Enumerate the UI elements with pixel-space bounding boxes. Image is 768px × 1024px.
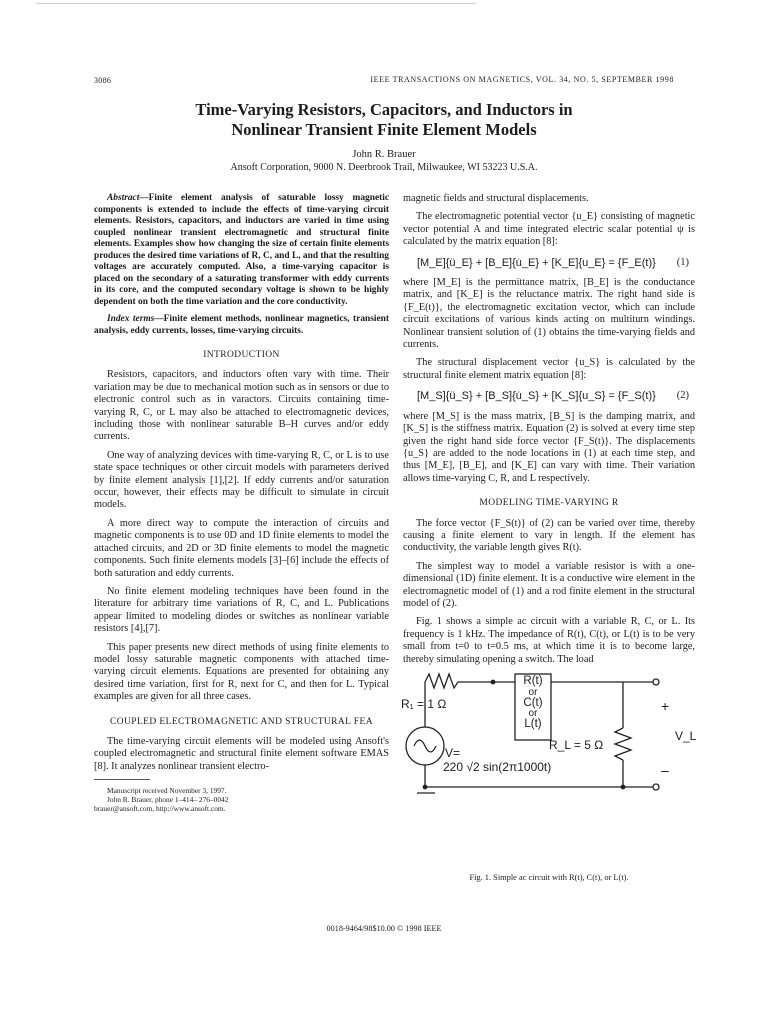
index-terms-text: —Finite element methods, nonlinear magnetics, transient analysis, eddy currents, losses, time-varying circuits. [94,314,389,336]
paragraph: The simplest way to model a variable resistor is with a one-dimensional (1D) finite element. It is a conductive wire element in the electromagnetic model of (1) and a rod finite element in the structural model of (2). [403,560,695,609]
source-expression: 220 √2 sin(2π1000t) [443,760,552,774]
figure-1-caption: Fig. 1. Simple ac circuit with R(t), C(t), or L(t). [469,873,629,882]
top-rule [36,3,476,4]
index-terms-label: Index terms [107,314,155,324]
terminal-top [653,679,659,685]
abstract-text: —Finite element analysis of saturable lossy magnetic components is extended to include the effects of time-varying circuit elements. Resistors, capacitors, and inductors are varied in time using coupled nonlinear transient electromagnetic and structural finite elements. Examples show how changing the size of certain finite elements produces the desired time variations of R, C, and L, and that the resulting voltages are accurately computed. Also, a time-varying capacitor is placed on the secondary of a saturating transformer with eddy currents in its core, and the computed secondary voltage is shown to be highly dependent on both the time variation and the core conductivity. [94,193,389,307]
footnote-contact: John R. Brauer, phone 1–414– 276–0042 [107,795,229,805]
paper-title [94,100,674,140]
left-column [94,193,389,813]
paragraph: The structural displacement vector {u_S} is calculated by the structural finite element matrix equation [8]: [403,357,695,381]
sine-wave-glyph [414,740,436,752]
section-heading-coupled-fea: COUPLED ELECTROMAGNETIC AND STRUCTURAL FEA [110,716,373,727]
r1-label: R₁ = 1 Ω [401,697,447,711]
or-label: or [528,708,538,719]
title-line-2: Nonlinear Transient Finite Element Models [231,120,537,139]
affiliation: Ansoft Corporation, 9000 N. Deerbrook Trail, Milwaukee, WI 53223 U.S.A. [230,162,538,173]
paragraph: A more direct way to compute the interaction of circuits and magnetic components is to use 0D and 1D finite elements to model the attached circuits, and 2D or 3D finite elements to model the magnetic components. Such finite elements models [3]–[6] include the effects of both saturation and eddy currents. [94,517,389,579]
equation-2-body: [M_S]{ü_S} + [B_S]{u̇_S} + [K_S]{u_S} = {F_S(t)} [417,390,656,403]
figure-1-circuit [403,672,695,796]
abstract-label: Abstract [107,193,140,203]
page-number: 3086 [94,76,112,85]
terminal-bottom [653,784,659,790]
paragraph: The time-varying circuit elements will be modeled using Ansoft's coupled electromagnetic and structural finite element software EMAS [8]. It analyzes nonlinear transient electro- [94,735,389,772]
variable-element-labels [515,675,551,731]
equation-1 [417,257,689,269]
vl-label: V_L [675,729,697,743]
or-label: or [528,686,538,698]
abstract [94,193,389,308]
equation-1-body: [M_E]{ü_E} + [B_E]{u̇_E} + [K_E]{u_E} = {F_E(t)} [417,256,656,269]
section-heading-modeling-r: MODELING TIME-VARYING R [479,498,619,509]
junction-dot [621,785,626,790]
element-c-label: C(t) [523,696,543,709]
resistor-r1-symbol [425,674,458,688]
section-heading-introduction: INTRODUCTION [203,350,280,360]
paragraph: magnetic fields and structural displacements. [403,193,589,204]
title-line-1: Time-Varying Resistors, Capacitors, and Inductors in [195,100,573,119]
copyright-footer: 0018-9464/98$10.00 © 1998 IEEE [326,924,442,933]
footnote-email: brauer@ansoft.com, http://www.ansoft.com. [94,804,226,814]
journal-header: IEEE TRANSACTIONS ON MAGNETICS, VOL. 34, NO. 5, SEPTEMBER 1998 [370,75,674,84]
equation-1-number: (1) [676,256,689,268]
source-label: V= [445,746,461,760]
paragraph: Fig. 1 shows a simple ac circuit with a variable R, C, or L. Its frequency is 1 kHz. The impedance of R(t), C(t), or L(t) is to be very small from t=0 to t=0.5 ms, at which time it is to become large, thereby simulating opening a switch. The load [403,616,695,665]
footnotes [94,786,389,813]
paragraph: The force vector {F_S(t)} of (2) can be varied over time, thereby causing a finite element to vary in length. If the element has conductivity, the variable length gives R(t). [403,517,695,554]
paragraph: One way of analyzing devices with time-varying R, C, or L is to use state space techniques or other circuit models with parameters derived by finite element analysis [1],[2]. If eddy currents and/or saturation occur, however, their effects may be difficult to simulate in circuit models. [94,449,389,511]
equation-2 [417,390,689,402]
resistor-rl-symbol [615,728,631,760]
paragraph: No finite element modeling techniques have been found in the literature for arbitrary time variations of R, C, and L. Publications appear limited to modeling diodes or switches as nonlinear variable resistors [4],[7]. [94,585,389,635]
junction-dot [491,680,496,685]
footnote-received: Manuscript received November 3, 1997. [107,786,227,796]
index-terms [94,314,389,337]
equation-2-number: (2) [676,390,689,402]
element-l-label: L(t) [524,718,542,730]
paragraph: This paper presents new direct methods of using finite elements to model lossy saturable magnetic components with attached time-varying circuit elements. Equations are presented for obtaining any desired time variation, first for R, next for C, and then for L. Typical examples are given for all three cases. [94,641,389,703]
minus-sign: – [661,762,669,778]
paragraph: Resistors, capacitors, and inductors often vary with time. Their variation may be due to mechanical motion such as in sensors or due to electronic control such as in varactors. Circuits containing time-varying R, C, or L may also be attached to electromagnetic devices, including those with nonlinear saturable B–H curves and/or eddy currents. [94,369,389,443]
plus-sign: + [661,698,670,714]
paragraph: where [M_E] is the permittance matrix, [B_E] is the conductance matrix, and [K_E] is the reluctance matrix. The right hand side is {F_E(t)}, the electromagnetic excitation vector, which can include circuit excitations of various kinds acting on multiturn windings. Nonlinear transient solution of (1) obtains the time-varying fields and currents. [403,277,695,351]
rl-label: R_L = 5 Ω [549,738,604,752]
author: John R. Brauer [352,149,416,160]
element-r-label: R(t) [523,675,543,687]
footnote-rule [94,779,150,780]
junction-dot [423,785,428,790]
paragraph: where [M_S] is the mass matrix, [B_S] is the damping matrix, and [K_S] is the stiffness matrix. Equation (2) is solved at every time step given the right hand side force vector {F_S(t)}. The displacements {u_S} are added to the node locations in (1) at each time step, and thus [M_E], [B_E], and [K_E] can vary with time. Their variation allows time-varying C, R, and L respectively. [403,410,695,484]
right-column [403,193,695,796]
paragraph: The electromagnetic potential vector {u_E} consisting of magnetic vector potential A and time integrated electric scalar potential ψ is calculated by the matrix equation [8]: [403,211,695,248]
